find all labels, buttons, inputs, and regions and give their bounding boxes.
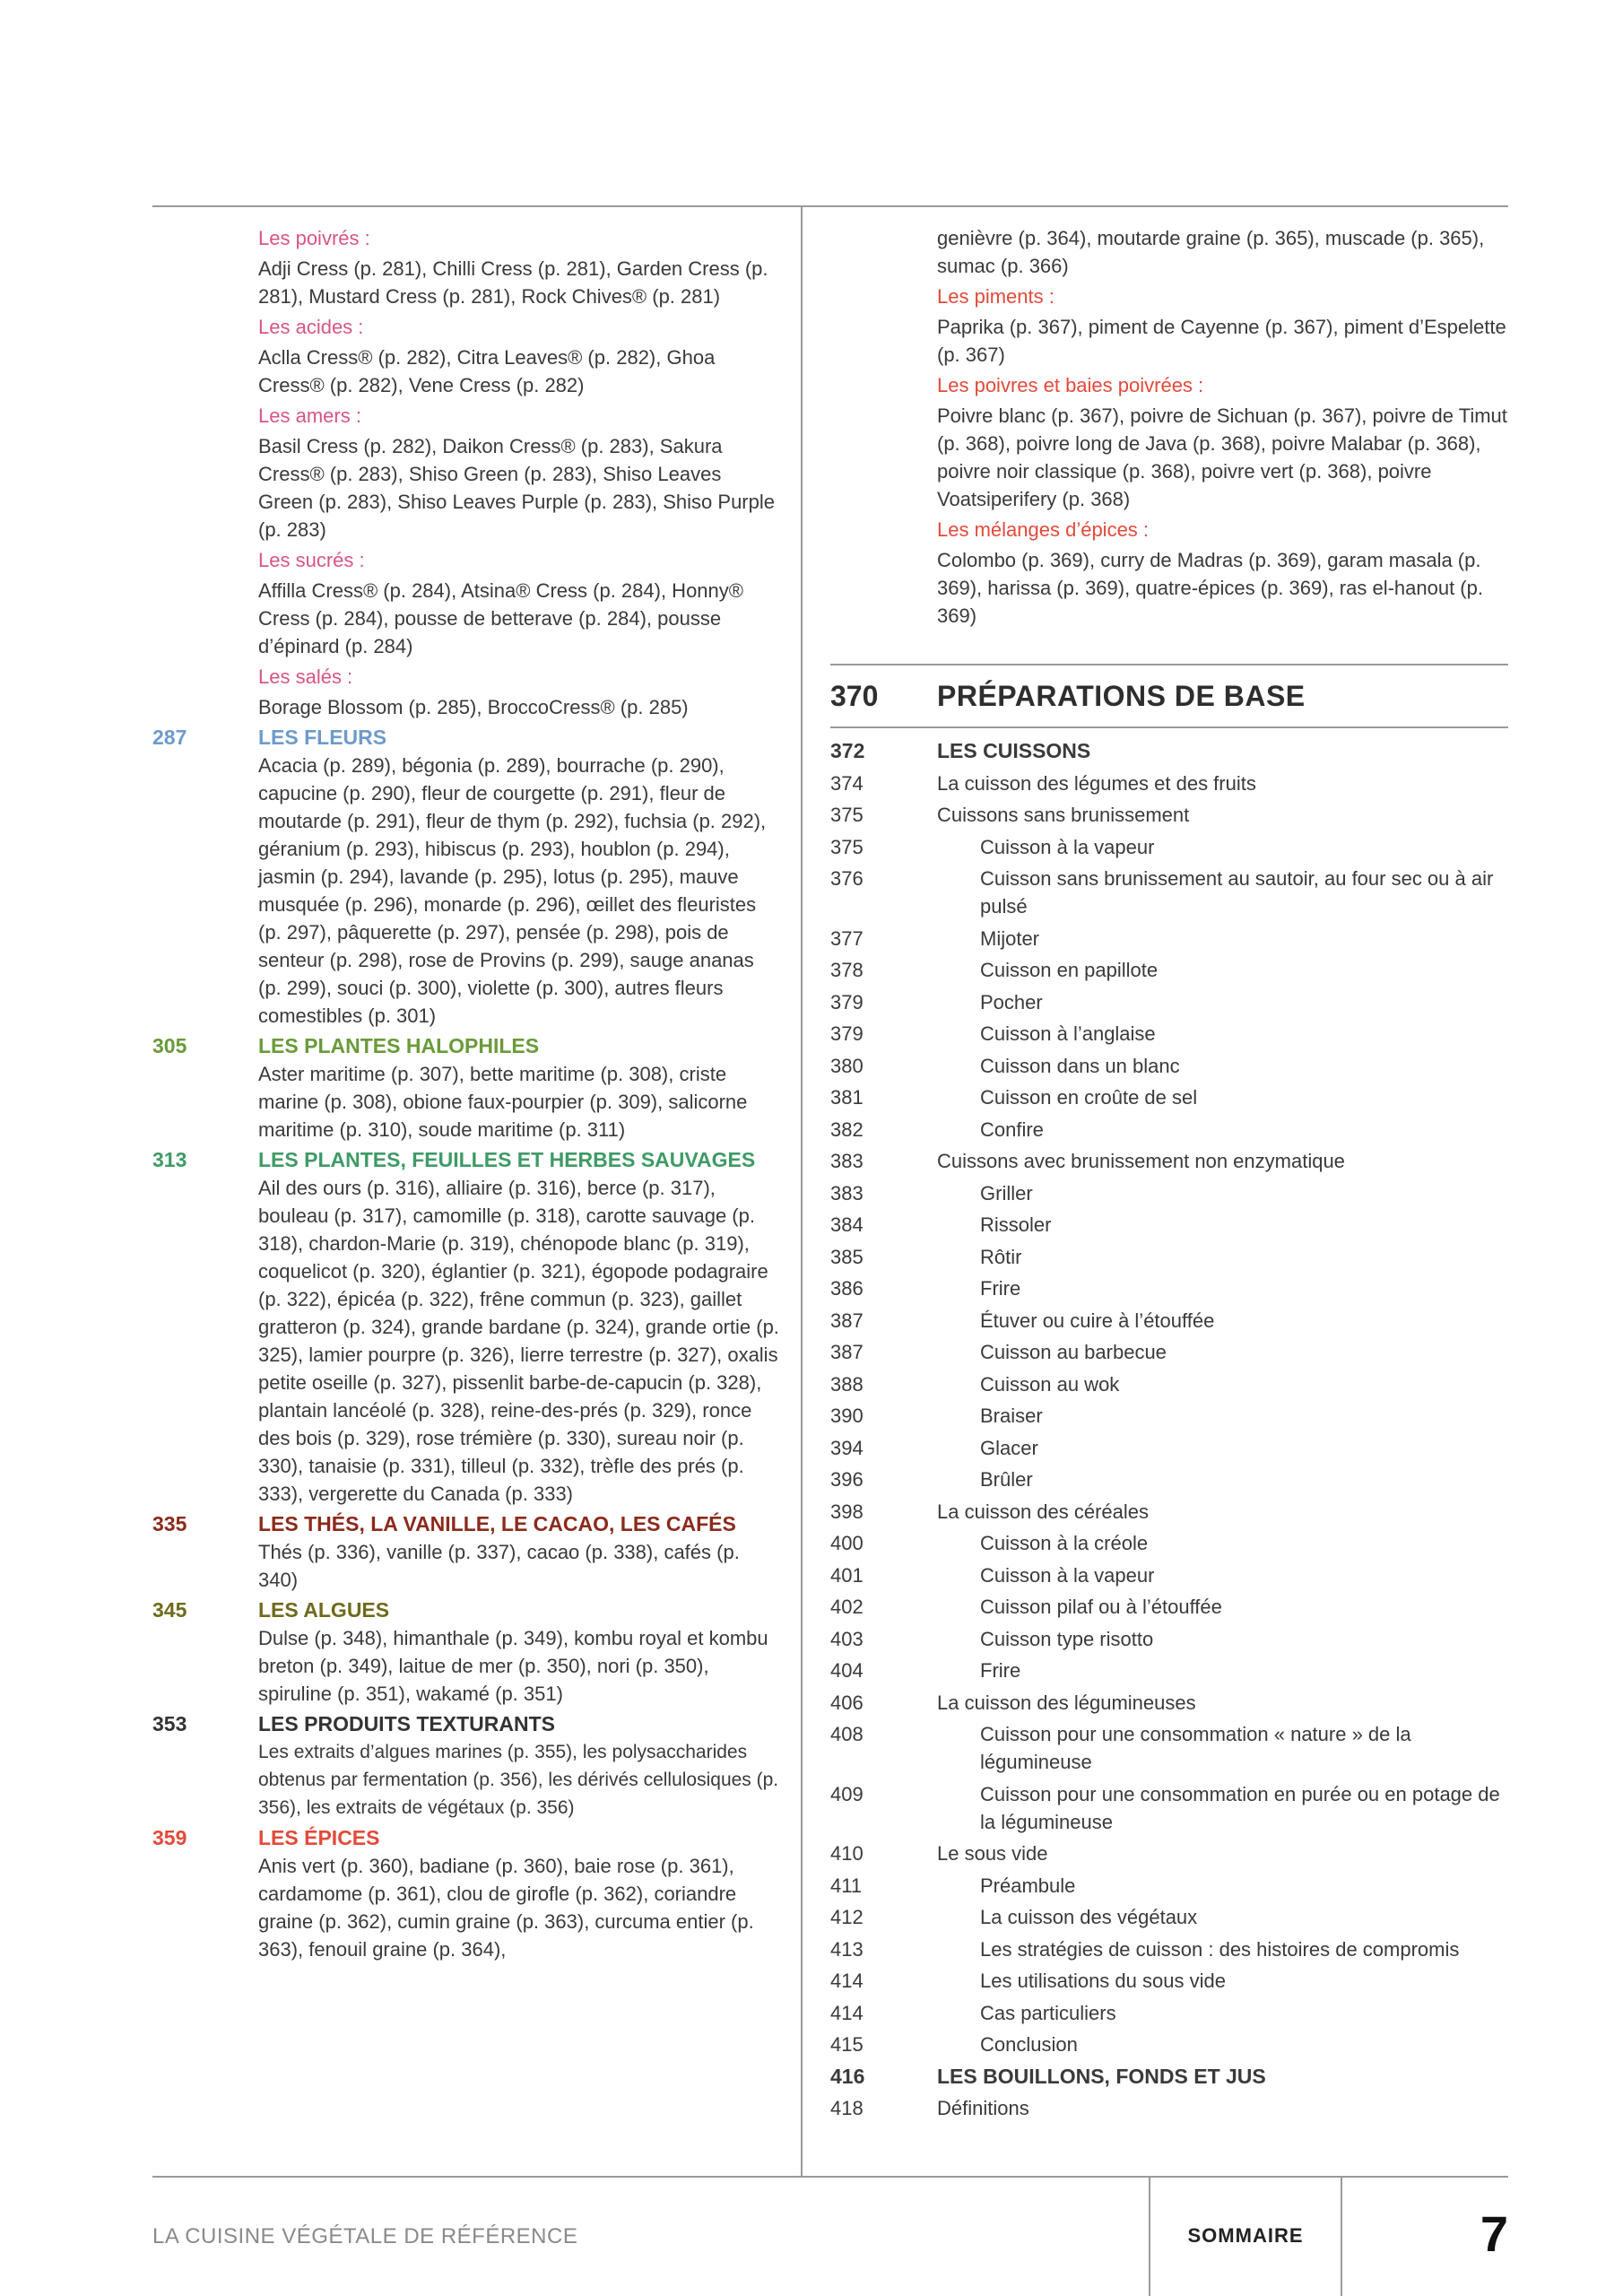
toc-entry-title: Cuissons sans brunissement bbox=[937, 804, 1190, 826]
toc-entry-title: LES CUISSONS bbox=[937, 739, 1091, 762]
toc-page-number: 375 bbox=[830, 804, 864, 826]
toc-entry-title: Cuisson pour une consommation en purée ou en potage de la légumineuse bbox=[980, 1782, 1500, 1833]
toc-page-number: 381 bbox=[830, 1086, 864, 1109]
toc-entry[interactable] bbox=[830, 1498, 1512, 1526]
group-poivres bbox=[152, 224, 780, 721]
toc-page-number: 383 bbox=[830, 1181, 864, 1205]
toc-page-number: 408 bbox=[830, 1723, 864, 1745]
toc-entry[interactable] bbox=[830, 1211, 1512, 1239]
toc-entry[interactable] bbox=[830, 1274, 1512, 1302]
toc-entry[interactable] bbox=[830, 2063, 1512, 2091]
toc-page-number: 378 bbox=[830, 959, 864, 981]
toc-page-number: 401 bbox=[830, 1563, 864, 1587]
toc-entry-title: Cuisson à la créole bbox=[980, 1532, 1149, 1554]
toc-entry-title: Cuisson à la vapeur bbox=[980, 1563, 1155, 1587]
toc-entry[interactable] bbox=[830, 1402, 1512, 1430]
toc-entry-title: Définitions bbox=[937, 2097, 1029, 2119]
chapter-page-number: 353 bbox=[152, 1712, 187, 1735]
toc-entry[interactable] bbox=[830, 1872, 1512, 1900]
group-text: Poivre blanc (p. 367), poivre de Sichuan (p. 367), poivre de Timut (p. 368), poivre long de Java (p. 368), poivre Malabar (p. 368), poivre noir classique (p. 368), poivre vert (p. 368), poivre Voatsiperifery (p. 368) bbox=[937, 404, 1507, 510]
toc-entry-title: Brûler bbox=[980, 1468, 1033, 1491]
chapter-contents: Ail des ours (p. 316), alliaire (p. 316), berce (p. 317), bouleau (p. 317), camomille (p. 318), carotte sauvage (p. 318), chardon-Marie (p. 319), chénopode blanc (p. 319), coquelicot (p. 320), églantier (p. 321), égopode podagraire (p. 322), épicéa (p. 322), frêne commun (p. 323), gaillet gratteron (p. 324), grande bardane (p. 324), grande ortie (p. 325), lamier pourpre (p. 326), lierre terrestre (p. 327), oxalis petite oseille (p. 327), pissenlit barbe-de-capucin (p. 328), plantain lancéolé (p. 328), reine-des-prés (p. 329), ronce des bois (p. 329), rose trémière (p. 330), sureau noir (p. 330), tanaisie (p. 331), tilleul (p. 332), trèfle des prés (p. 333), vergerette du Canada (p. 333) bbox=[258, 1177, 779, 1505]
bottom-rule bbox=[152, 2176, 1508, 2178]
toc-entry[interactable] bbox=[830, 1720, 1512, 1776]
toc-entry[interactable] bbox=[830, 865, 1512, 920]
group-label: Les salés : bbox=[258, 665, 353, 688]
toc-entry-title: Frire bbox=[980, 1277, 1021, 1300]
chapter-title: LES FLEURS bbox=[258, 726, 387, 749]
toc-page-number: 404 bbox=[830, 1659, 864, 1682]
toc-entry-title: Pocher bbox=[980, 990, 1043, 1013]
chapter-contents: Thés (p. 336), vanille (p. 337), cacao (p. 338), cafés (p. 340) bbox=[258, 1541, 740, 1591]
toc-page-number: 376 bbox=[830, 867, 864, 890]
toc-page-number: 379 bbox=[830, 1022, 864, 1045]
chapter-contents: Dulse (p. 348), himanthale (p. 349), kombu royal et kombu breton (p. 349), laitue de mer (p. 350), nori (p. 350), spiruline (p. 351), wakamé (p. 351) bbox=[258, 1627, 768, 1705]
toc-page-number: 410 bbox=[830, 1842, 864, 1865]
book-title: LA CUISINE VÉGÉTALE DE RÉFÉRENCE bbox=[152, 2224, 578, 2248]
toc-entry[interactable] bbox=[830, 1935, 1512, 1963]
toc-entry-title: La cuisson des végétaux bbox=[980, 1906, 1198, 1928]
toc-entry-title: Cuisson sans brunissement au sautoir, au four sec ou à air pulsé bbox=[980, 867, 1494, 918]
toc-entry[interactable] bbox=[830, 801, 1512, 829]
toc-entry[interactable] bbox=[830, 925, 1512, 952]
toc-entry-title: Frire bbox=[980, 1659, 1021, 1682]
toc-page-number: 412 bbox=[830, 1906, 864, 1928]
section-title: PRÉPARATIONS DE BASE bbox=[937, 680, 1306, 712]
toc-page-number: 388 bbox=[830, 1372, 864, 1396]
toc-entry-title: Cuisson en croûte de sel bbox=[980, 1086, 1198, 1109]
group-text: Borage Blossom (p. 285), BroccoCress® (p. 285) bbox=[258, 696, 689, 718]
toc-entry[interactable] bbox=[830, 2031, 1512, 2058]
page-number: 7 bbox=[1480, 2205, 1508, 2262]
toc-entry[interactable] bbox=[830, 1593, 1512, 1621]
chapter-algues[interactable] bbox=[152, 1596, 780, 1624]
chapter-title: LES ALGUES bbox=[258, 1598, 390, 1622]
toc-entry-title: Mijoter bbox=[980, 926, 1040, 950]
group-label: Les acides : bbox=[258, 316, 364, 338]
toc-entry[interactable] bbox=[830, 770, 1512, 797]
toc-entry-title: Rissoler bbox=[980, 1213, 1052, 1236]
chapter-page-number: 335 bbox=[152, 1512, 187, 1535]
toc-page-number: 382 bbox=[830, 1118, 864, 1141]
left-column bbox=[152, 224, 780, 1963]
toc-page-number: 411 bbox=[830, 1874, 863, 1897]
toc-page-number: 398 bbox=[830, 1500, 864, 1523]
toc-page-number: 413 bbox=[830, 1937, 864, 1961]
chapter-page-number: 313 bbox=[152, 1148, 187, 1171]
toc-entry[interactable] bbox=[830, 1434, 1512, 1462]
group-text: Affilla Cress® (p. 284), Atsina® Cress (p. 284), Honny® Cress (p. 284), pousse de betterave (p. 284), pousse d’épinard (p. 284) bbox=[258, 579, 743, 657]
toc-page-number: 416 bbox=[830, 2064, 865, 2088]
toc-page-number: 377 bbox=[830, 926, 864, 950]
toc-entry-title: Cuisson au barbecue bbox=[980, 1341, 1167, 1363]
toc-entry-title: Cuisson dans un blanc bbox=[980, 1054, 1180, 1077]
toc-entry[interactable] bbox=[830, 1999, 1512, 2027]
toc-entry-title: Cuisson au wok bbox=[980, 1372, 1120, 1396]
toc-entry[interactable] bbox=[830, 1179, 1512, 1207]
toc-page-number: 394 bbox=[830, 1436, 864, 1459]
group-label: Les poivres et baies poivrées : bbox=[937, 374, 1204, 396]
toc-entry-title: Étuver ou cuire à l’étouffée bbox=[980, 1309, 1215, 1332]
section-page-number: 370 bbox=[830, 680, 879, 712]
toc-entry[interactable] bbox=[830, 1967, 1512, 1995]
toc-entry-title: La cuisson des légumineuses bbox=[937, 1691, 1196, 1714]
toc-entry-title: Cuisson en papillote bbox=[980, 959, 1159, 981]
toc-page-number: 387 bbox=[830, 1309, 864, 1332]
toc-entry[interactable] bbox=[830, 1083, 1512, 1111]
toc-page-number: 414 bbox=[830, 2001, 864, 2024]
chapter-title: LES PLANTES, FEUILLES ET HERBES SAUVAGES bbox=[258, 1148, 756, 1171]
toc-page-number: 409 bbox=[830, 1782, 864, 1805]
chapter-title: LES ÉPICES bbox=[258, 1826, 380, 1849]
toc-page-number: 375 bbox=[830, 835, 864, 858]
toc-page-number: 384 bbox=[830, 1213, 864, 1236]
toc-entry-title: Braiser bbox=[980, 1405, 1043, 1427]
toc-page-number: 372 bbox=[830, 739, 865, 762]
toc-entry[interactable] bbox=[830, 1243, 1512, 1271]
group-label: Les sucrés : bbox=[258, 549, 365, 571]
chapter-page-number: 287 bbox=[152, 726, 187, 749]
group-text: Basil Cress (p. 282), Daikon Cress® (p. 283), Sakura Cress® (p. 283), Shiso Green (p. 283), Shiso Leaves Green (p. 283), Shiso Leaves Purple (p. 283), Shiso Purple (p. 283) bbox=[258, 435, 775, 541]
chapter-page-number: 305 bbox=[152, 1034, 187, 1057]
toc-page-number: 396 bbox=[830, 1468, 864, 1491]
toc-entry-title: Cuissons avec brunissement non enzymatique bbox=[937, 1150, 1345, 1172]
toc-entry-title: La cuisson des céréales bbox=[937, 1500, 1150, 1523]
toc-page-number: 418 bbox=[830, 2097, 864, 2119]
chapter-page-number: 359 bbox=[152, 1826, 187, 1849]
toc-entry-title: Cuisson type risotto bbox=[980, 1627, 1154, 1650]
toc-entry[interactable] bbox=[830, 737, 1512, 765]
toc-entry[interactable] bbox=[830, 1780, 1512, 1836]
toc-entry[interactable] bbox=[830, 956, 1512, 984]
toc-page-number: 415 bbox=[830, 2033, 864, 2056]
toc-entry-title: Les stratégies de cuisson : des histoires de compromis bbox=[980, 1937, 1460, 1961]
toc-page-number: 400 bbox=[830, 1532, 864, 1554]
toc-entry-title: La cuisson des légumes et des fruits bbox=[937, 771, 1256, 795]
toc-entry[interactable] bbox=[830, 1465, 1512, 1493]
group-label: Les mélanges d’épices : bbox=[937, 518, 1150, 541]
group-label: Les piments : bbox=[937, 285, 1055, 308]
toc-entry-title: LES BOUILLONS, FONDS ET JUS bbox=[937, 2064, 1266, 2088]
chapter-plantes-halophiles[interactable] bbox=[152, 1031, 780, 1060]
chapter-plantes-sauvages[interactable] bbox=[152, 1145, 780, 1174]
toc-entry-title: Cuisson à la vapeur bbox=[980, 835, 1155, 858]
toc-entry-title: Les utilisations du sous vide bbox=[980, 1970, 1226, 1992]
toc-page-number: 414 bbox=[830, 1970, 864, 1992]
toc-entry[interactable] bbox=[830, 833, 1512, 861]
toc-entry-title: Préambule bbox=[980, 1874, 1076, 1897]
toc-page-number: 402 bbox=[830, 1596, 864, 1618]
toc-entry[interactable] bbox=[830, 1689, 1512, 1717]
toc-entry[interactable] bbox=[830, 1338, 1512, 1366]
chapter-contents: Les extraits d’algues marines (p. 355), les polysaccharides obtenus par fermentation (p. 356), les dérivés cellulosiques (p. 356), les extraits de végétaux (p. 356) bbox=[258, 1742, 779, 1818]
section-header[interactable] bbox=[830, 664, 1508, 728]
toc-page-number: 387 bbox=[830, 1341, 864, 1363]
top-rule bbox=[152, 205, 1508, 207]
toc-page-number: 379 bbox=[830, 990, 864, 1013]
group-text: Aclla Cress® (p. 282), Citra Leaves® (p. 282), Ghoa Cress® (p. 282), Vene Cress (p. 282) bbox=[258, 346, 716, 396]
toc-page-number: 380 bbox=[830, 1054, 864, 1077]
toc-entry[interactable] bbox=[830, 1052, 1512, 1080]
toc-entry[interactable] bbox=[830, 988, 1512, 1016]
chapter-page-number: 345 bbox=[152, 1598, 187, 1622]
chapter-fleurs[interactable] bbox=[152, 723, 780, 752]
toc-entry[interactable] bbox=[830, 1147, 1512, 1175]
toc-page-number: 383 bbox=[830, 1150, 864, 1172]
chapter-contents: Acacia (p. 289), bégonia (p. 289), bourrache (p. 290), capucine (p. 290), fleur de courgette (p. 291), fleur de moutarde (p. 291), fleur de thym (p. 292), fuchsia (p. 292), géranium (p. 293), hibiscus (p. 293), houblon (p. 294), jasmin (p. 294), lavande (p. 295), lotus (p. 295), mauve musquée (p. 296), monarde (p. 296), œillet des fleuristes (p. 297), pâquerette (p. 297), pensée (p. 298), pois de senteur (p. 298), rose de Provins (p. 299), sauge ananas (p. 299), souci (p. 300), violette (p. 300), autres fleurs comestibles (p. 301) bbox=[258, 754, 767, 1027]
toc-page-number: 406 bbox=[830, 1691, 864, 1714]
chapter-title: LES THÉS, LA VANILLE, LE CACAO, LES CAFÉS bbox=[258, 1512, 736, 1535]
chapter-contents: Anis vert (p. 360), badiane (p. 360), baie rose (p. 361), cardamome (p. 361), clou de girofle (p. 362), coriandre graine (p. 362), cumin graine (p. 363), curcuma entier (p. 363), fenouil graine (p. 364), bbox=[258, 1855, 754, 1961]
toc-entry[interactable] bbox=[830, 1839, 1512, 1867]
chapter-contents: Aster maritime (p. 307), bette maritime (p. 308), criste marine (p. 308), obione faux-pourpier (p. 309), salicorne maritime (p. 310), soude maritime (p. 311) bbox=[258, 1063, 748, 1141]
group-label: Les poivrés : bbox=[258, 227, 370, 249]
group-label: Les amers : bbox=[258, 404, 361, 427]
toc-entry-title: Le sous vide bbox=[937, 1842, 1048, 1865]
toc-entry-title: Cuisson à l’anglaise bbox=[980, 1022, 1156, 1045]
toc-entry-title: Griller bbox=[980, 1181, 1033, 1205]
toc-page-number: 386 bbox=[830, 1277, 864, 1300]
toc-entry[interactable] bbox=[830, 1903, 1512, 1931]
footer-section-label: SOMMAIRE bbox=[1187, 2224, 1304, 2247]
toc-entry[interactable] bbox=[830, 2094, 1512, 2122]
toc-page-number: 390 bbox=[830, 1405, 864, 1427]
toc-entry-title: Cas particuliers bbox=[980, 2001, 1116, 2024]
chapter-thes[interactable] bbox=[152, 1509, 780, 1538]
toc-list bbox=[830, 737, 1512, 2126]
toc-entry-title: Cuisson pilaf ou à l’étouffée bbox=[980, 1596, 1222, 1618]
continuation-text: genièvre (p. 364), moutarde graine (p. 365), muscade (p. 365), sumac (p. 366) bbox=[937, 227, 1485, 277]
right-top-continuation bbox=[937, 224, 1511, 630]
toc-entry-title: Rôtir bbox=[980, 1245, 1022, 1268]
group-text: Colombo (p. 369), curry de Madras (p. 369), garam masala (p. 369), harissa (p. 369), quatre-épices (p. 369), ras el-hanout (p. 369) bbox=[937, 549, 1483, 627]
toc-page-number: 403 bbox=[830, 1627, 864, 1650]
toc-entry[interactable] bbox=[830, 1370, 1512, 1398]
chapter-title: LES PRODUITS TEXTURANTS bbox=[258, 1712, 555, 1735]
toc-entry-title: Glacer bbox=[980, 1436, 1038, 1459]
group-text: Paprika (p. 367), piment de Cayenne (p. 367), piment d’Espelette (p. 367) bbox=[937, 316, 1506, 366]
toc-entry-title: Confire bbox=[980, 1118, 1044, 1141]
toc-page-number: 385 bbox=[830, 1245, 864, 1268]
toc-entry[interactable] bbox=[830, 1020, 1512, 1048]
toc-entry[interactable] bbox=[830, 1307, 1512, 1335]
toc-entry[interactable] bbox=[830, 1561, 1512, 1589]
toc-entry[interactable] bbox=[830, 1529, 1512, 1557]
toc-entry-title: Cuisson pour une consommation « nature » de la légumineuse bbox=[980, 1723, 1411, 1773]
chapter-epices[interactable] bbox=[152, 1823, 780, 1852]
toc-entry[interactable] bbox=[830, 1116, 1512, 1144]
toc-page-number: 374 bbox=[830, 771, 864, 795]
toc-entry[interactable] bbox=[830, 1625, 1512, 1653]
group-text: Adji Cress (p. 281), Chilli Cress (p. 281), Garden Cress (p. 281), Mustard Cress (p. 281), Rock Chives® (p. 281) bbox=[258, 257, 768, 308]
chapter-produits-texturants[interactable] bbox=[152, 1709, 780, 1738]
chapter-title: LES PLANTES HALOPHILES bbox=[258, 1034, 540, 1057]
toc-entry[interactable] bbox=[830, 1657, 1512, 1684]
column-divider bbox=[801, 205, 803, 2177]
toc-entry-title: Conclusion bbox=[980, 2033, 1078, 2056]
